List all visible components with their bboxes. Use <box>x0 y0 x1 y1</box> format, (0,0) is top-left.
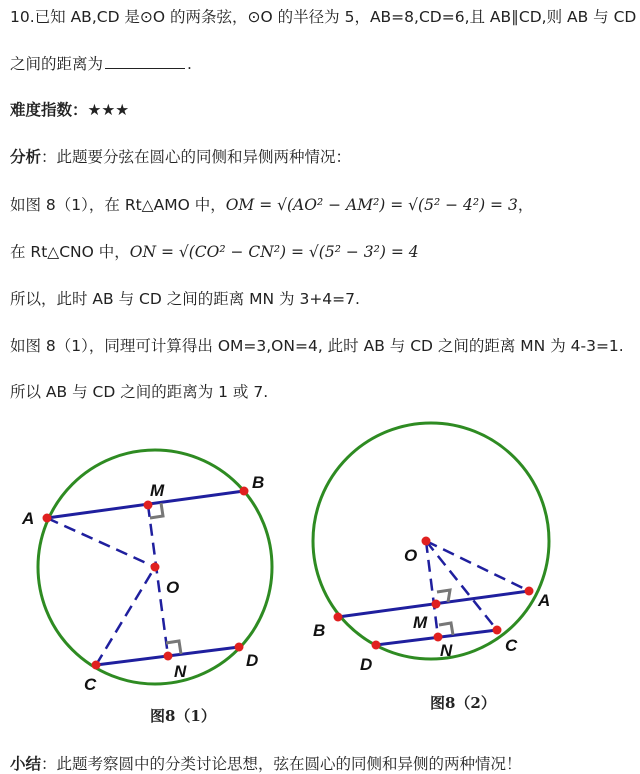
label-n-1: N <box>174 662 187 681</box>
right-angle-n-2 <box>439 623 453 635</box>
label-m-2: M <box>413 613 428 632</box>
point-b-1 <box>240 487 249 496</box>
point-m-2 <box>432 600 441 609</box>
segment-mn-1 <box>148 505 168 656</box>
point-d-2 <box>372 641 381 650</box>
case1-formula: OM = √(AO² − AM²) = √(5² − 4²) = 3 <box>225 196 518 214</box>
point-o-1 <box>151 563 160 572</box>
summary-label: 小结 <box>10 755 42 773</box>
case1-prefix: 如图 8（1），在 Rt△AMO 中， <box>10 196 226 214</box>
summary-line <box>10 752 522 774</box>
segment-on-2 <box>426 541 438 637</box>
case2-prefix: 在 Rt△CNO 中， <box>10 243 130 261</box>
right-angle-m-2 <box>437 590 450 602</box>
circle-2 <box>313 423 549 659</box>
analysis-label: 分析 <box>10 148 42 166</box>
point-a-1 <box>43 514 52 523</box>
difficulty-stars: ★★★ <box>87 101 130 119</box>
point-b-2 <box>334 613 343 622</box>
label-m-1: M <box>150 481 165 500</box>
difficulty-label: 难度指数： <box>10 101 88 119</box>
point-o-2 <box>422 537 431 546</box>
point-n-1 <box>164 652 173 661</box>
result-line-3: 所以 AB 与 CD 之间的距离为 1 或 7. <box>10 383 269 401</box>
label-o-2: O <box>404 546 418 565</box>
case2-formula: ON = √(CO² − CN²) = √(5² − 3²) = 4 <box>129 243 419 261</box>
summary-text: ：此题考察圆中的分类讨论思想，弦在圆心的同侧和异侧的两种情况！ <box>41 755 522 773</box>
result-line-2: 如图 8（1），同理可计算得出 OM=3,ON=4, 此时 AB 与 CD 之间的距离 MN 为 4-3=1. <box>10 337 624 355</box>
point-d-1 <box>235 643 244 652</box>
figure-1-caption: 图8（1） <box>150 707 216 725</box>
segment-oa-2 <box>426 541 529 591</box>
point-c-2 <box>493 626 502 635</box>
analysis-text: ：此题要分弦在圆心的同侧和异侧两种情况： <box>41 148 352 166</box>
label-b-2: B <box>313 621 326 640</box>
point-a-2 <box>525 587 534 596</box>
problem-line-2-suffix: . <box>187 55 192 73</box>
label-c-2: C <box>505 636 518 655</box>
point-c-1 <box>92 661 101 670</box>
label-c-1: C <box>84 675 97 694</box>
result-line-1: 所以，此时 AB 与 CD 之间的距离 MN 为 3+4=7. <box>10 290 360 308</box>
label-a-1: A <box>22 509 35 528</box>
label-b-1: B <box>252 473 265 492</box>
point-m-1 <box>144 501 153 510</box>
segment-co-1 <box>96 567 155 665</box>
problem-line-1: 10.已知 AB,CD 是⊙O 的两条弦，⊙O 的半径为 5，AB=8,CD=6,且 AB∥CD,则 AB 与 CD <box>10 8 637 26</box>
figure-2-caption: 图8（2） <box>430 694 496 712</box>
label-d-1: D <box>246 651 259 670</box>
label-n-2: N <box>440 641 453 660</box>
case1-suffix: ， <box>517 196 534 214</box>
label-d-2: D <box>360 655 373 674</box>
figure-2 <box>313 423 549 659</box>
segment-ao-1 <box>47 518 155 567</box>
label-a-2: A <box>538 591 551 610</box>
problem-line-2-prefix: 之间的距离为 <box>10 55 104 73</box>
label-o-1: O <box>166 578 180 597</box>
